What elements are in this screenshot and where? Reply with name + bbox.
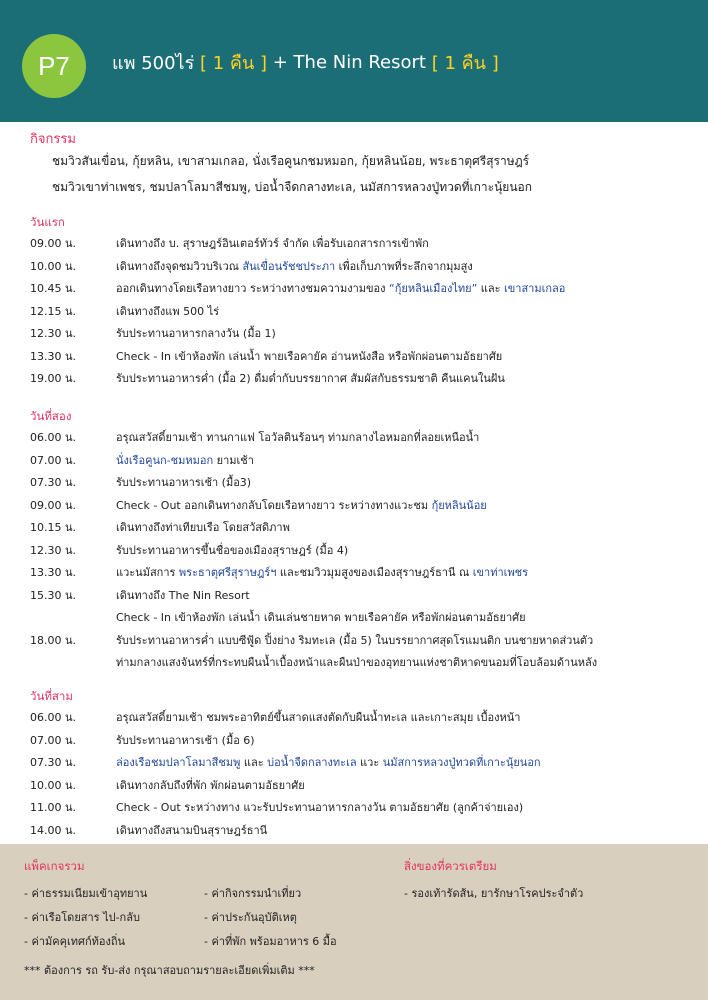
- schedule-row: [30, 821, 700, 839]
- description-text: ออกเดินทางโดยเรือหางยาว ระหว่างทางชมความงามของ: [116, 282, 390, 295]
- highlight-place: เขาท่าเพชร: [472, 566, 529, 579]
- description-text: Check - In เข้าห้องพัก เล่นน้ำ เดินเล่นชายหาด พายเรือคายัค หรือพักผ่อนตามอัธยาศัย: [116, 611, 526, 624]
- package-item: - ค่ามัคคุเทศก์ท้องถิ่น: [24, 935, 126, 948]
- title-nights-1: [ 1 คืน ]: [200, 52, 268, 74]
- description-text: และชมวิวมุมสูงของเมืองสุราษฎร์ธานี ณ: [276, 566, 473, 579]
- schedule-description: [116, 302, 219, 320]
- package-item: - ค่าที่พัก พร้อมอาหาร 6 มื้อ: [204, 935, 337, 948]
- description-text: รับประทานอาหารค่ำ แบบซีฟู้ด ปิ้งย่าง ริมทะเล (มื้อ 5) ในบรรยากาศสุดโรแมนติก บนชายหาดส่วนตัว: [116, 633, 594, 647]
- highlight-place: นมัสการหลวงปู่ทวดที่เกาะนุ้ยนอก: [382, 756, 541, 769]
- activities-line-2: ชมวิวเขาท่าเพชร, ชมปลาโลมาสีชมพู, บ่อน้ำจืดกลางทะเล, นมัสการหลวงปู่ทวดที่เกาะนุ้ยนอก: [52, 180, 533, 194]
- title-part1: แพ 500ไร่: [112, 52, 195, 74]
- schedule-row: [30, 586, 700, 604]
- description-text: เดินทางถึงท่าเทียบเรือ โดยสวัสดิภาพ: [116, 521, 290, 534]
- prepare-item: - รองเท้ารัดส้น, ยารักษาโรคประจำตัว: [404, 887, 584, 900]
- schedule-row: [30, 234, 700, 252]
- highlight-place: นั่งเรือคูนก-ชมหมอก: [116, 453, 214, 467]
- schedule-time: 09.00 น.: [30, 498, 77, 512]
- package-badge: P7: [22, 34, 86, 98]
- schedule-time: 10.00 น.: [30, 778, 77, 792]
- description-text: รับประทานอาหารขึ้นชื่อของเมืองสุราษฎร์ (มื้อ 4): [116, 543, 349, 557]
- package-title: [112, 46, 499, 78]
- schedule-time: 19.00 น.: [30, 372, 77, 385]
- description-text: รับประทานอาหารเช้า (มื้อ 6): [116, 733, 255, 747]
- schedule-description: [116, 753, 541, 771]
- transport-note: *** ต้องการ รถ รับ-ส่ง กรุณาสอบถามรายละเอียดเพิ่มเติม ***: [24, 964, 315, 977]
- schedule-row: [30, 257, 700, 275]
- schedule-description: [116, 631, 593, 649]
- description-text: เดินทางถึงจุดชมวิวบริเวณ: [116, 259, 243, 273]
- description-text: อรุณสวัสดิ์ยามเช้า ทานกาแฟ โอวัลตินร้อนๆ ท่ามกลางไอหมอกที่ลอยเหนือน้ำ: [116, 431, 480, 444]
- schedule-description: [116, 347, 502, 365]
- highlight-place: กุ้ยหลินน้อย: [431, 498, 487, 512]
- schedule-time: 18.00 น.: [30, 633, 77, 647]
- schedule-description: [116, 798, 523, 816]
- description-text: ยามเช้า: [213, 453, 254, 467]
- schedule-description: [116, 234, 429, 252]
- title-nights-2: [ 1 คืน ]: [431, 52, 499, 74]
- schedule-time: 10.00 น.: [30, 259, 77, 273]
- schedule-description: [116, 653, 597, 671]
- schedule-description: [116, 473, 251, 491]
- schedule-description: [116, 496, 487, 514]
- description-text: ท่ามกลางแสงจันทร์ที่กระทบผืนน้ำเบื้องหน้าและผืนป่าของอุทยานแห่งชาติหาดขนอมที่โอบล้อมด้านหลัง: [116, 656, 598, 669]
- schedule-description: [116, 324, 276, 342]
- schedule-description: [116, 451, 254, 469]
- schedule-time: 06.00 น.: [30, 711, 77, 724]
- description-text: เดินทางถึง บ. สุราษฎร์อินเตอร์ทัวร์ จำกัด เพื่อรับเอกสารการเข้าพัก: [116, 237, 429, 250]
- highlight-place: ล่องเรือชมปลาโลมาสีชมพู: [116, 756, 241, 769]
- schedule-time: 07.30 น.: [30, 756, 77, 769]
- schedule-description: [116, 369, 505, 387]
- highlight-place: เขาสามเกลอ: [504, 282, 566, 295]
- schedule-row: [30, 518, 700, 536]
- activities-line-1: ชมวิวสันเขื่อน, กุ้ยหลิน, เขาสามเกลอ, นั่งเรือคูนกชมหมอก, กุ้ยหลินน้อย, พระธาตุศรีสุราษฎร์: [52, 154, 530, 168]
- schedule-row: [30, 541, 700, 559]
- schedule-row: [30, 279, 700, 297]
- prepare-heading: สิ่งของที่ควรเตรียม: [404, 859, 497, 873]
- description-text: อรุณสวัสดิ์ยามเช้า ชมพระอาทิตย์ขึ้นสาดแสงตัดกับผืนน้ำทะเล และเกาะสมุย เบื้องหน้า: [116, 711, 521, 724]
- schedule-description: [116, 608, 526, 626]
- schedule-time: 12.30 น.: [30, 543, 77, 557]
- schedule-row: [30, 798, 700, 816]
- highlight-place: พระธาตุศรีสุราษฎร์ฯ: [178, 566, 277, 579]
- schedule-row: [30, 347, 700, 365]
- schedule-time: 13.30 น.: [30, 349, 77, 363]
- description-text: รับประทานอาหารกลางวัน (มื้อ 1): [116, 327, 276, 340]
- package-item: - ค่าธรรมเนียมเข้าอุทยาน: [24, 887, 148, 900]
- schedule-time: 10.15 น.: [30, 521, 77, 534]
- header-bar: [0, 0, 708, 122]
- schedule-description: [116, 821, 267, 839]
- schedule-description: [116, 731, 255, 749]
- schedule-row: [30, 731, 700, 749]
- schedule-time: 14.00 น.: [30, 823, 77, 837]
- schedule-time: 11.00 น.: [30, 801, 77, 814]
- description-text: เดินทางถึงสนามบินสุราษฎร์ธานี: [116, 823, 268, 837]
- highlight-place: บ่อน้ำจืดกลางทะเล: [267, 756, 357, 769]
- schedule-row: [30, 563, 700, 581]
- description-text: เดินทางถึง The Nin Resort: [116, 588, 250, 602]
- schedule-description: [116, 257, 473, 275]
- description-text: แวะนมัสการ: [116, 566, 179, 579]
- schedule-row: [30, 631, 700, 649]
- schedule-row: [30, 608, 700, 626]
- schedule-time: 10.45 น.: [30, 282, 77, 295]
- description-text: รับประทานอาหารค่ำ (มื้อ 2) ดื่มด่ำกับบรรยากาศ สัมผัสกับธรรมชาติ คืนแคนในฝัน: [116, 372, 505, 385]
- description-text: เดินทางกลับถึงที่พัก พักผ่อนตามอัธยาศัย: [116, 778, 305, 792]
- schedule-description: [116, 586, 250, 604]
- description-text: แวะ: [356, 756, 383, 769]
- package-item: - ค่ากิจกรรมนำเที่ยว: [204, 887, 302, 900]
- schedule-row: [30, 753, 700, 771]
- schedule-row: [30, 428, 700, 446]
- schedule-row: [30, 302, 700, 320]
- highlight-place: “กุ้ยหลินเมืองไทย”: [389, 282, 478, 295]
- description-text: Check - Out ออกเดินทางกลับโดยเรือหางยาว ระหว่างทางแวะชม: [116, 498, 432, 512]
- description-text: เดินทางถึงแพ 500 ไร่: [116, 304, 220, 318]
- package-item: - ค่าเรือโดยสาร ไป-กลับ: [24, 911, 140, 924]
- schedule-row: [30, 496, 700, 514]
- day3-heading: วันที่สาม: [30, 689, 73, 703]
- title-resort: + The Nin Resort: [272, 51, 426, 73]
- itinerary-content: [0, 122, 708, 844]
- day2-heading: วันที่สอง: [30, 409, 72, 423]
- schedule-time: 12.30 น.: [30, 327, 77, 340]
- schedule-description: [116, 428, 479, 446]
- schedule-description: [116, 708, 520, 726]
- schedule-row: [30, 369, 700, 387]
- footer-panel: [0, 844, 708, 1000]
- schedule-description: [116, 279, 565, 297]
- schedule-description: [116, 776, 305, 794]
- schedule-row: [30, 708, 700, 726]
- schedule-time: 06.00 น.: [30, 431, 77, 444]
- schedule-description: [116, 518, 290, 536]
- day1-heading: วันแรก: [30, 215, 65, 229]
- activities-heading: กิจกรรม: [30, 132, 76, 147]
- schedule-time: 07.00 น.: [30, 453, 77, 467]
- schedule-time: 15.30 น.: [30, 588, 77, 602]
- schedule-row: [30, 451, 700, 469]
- package-item: - ค่าประกันอุบัติเหตุ: [204, 911, 297, 924]
- schedule-time: 12.15 น.: [30, 304, 77, 318]
- highlight-place: สันเขื่อนรัชชประภา: [242, 259, 336, 273]
- description-text: Check - In เข้าห้องพัก เล่นน้ำ พายเรือคายัค อ่านหนังสือ หรือพักผ่อนตามอัธยาศัย: [116, 349, 503, 363]
- schedule-time: 13.30 น.: [30, 566, 77, 579]
- description-text: เพื่อเก็บภาพที่ระลึกจากมุมสูง: [335, 259, 473, 273]
- schedule-row: [30, 324, 700, 342]
- schedule-row: [30, 473, 700, 491]
- description-text: Check - Out ระหว่างทาง แวะรับประทานอาหารกลางวัน ตามอัธยาศัย (ลูกค้าจ่ายเอง): [116, 801, 524, 814]
- schedule-time: 09.00 น.: [30, 237, 77, 250]
- package-includes-heading: แพ็คเกจรวม: [24, 859, 85, 873]
- schedule-description: [116, 563, 528, 581]
- schedule-row: [30, 776, 700, 794]
- schedule-row: [30, 653, 700, 671]
- schedule-time: 07.30 น.: [30, 476, 77, 489]
- schedule-time: 07.00 น.: [30, 733, 77, 747]
- description-text: และ: [477, 282, 504, 295]
- description-text: และ: [240, 756, 268, 769]
- description-text: รับประทานอาหารเช้า (มื้อ3): [116, 476, 252, 489]
- schedule-description: [116, 541, 348, 559]
